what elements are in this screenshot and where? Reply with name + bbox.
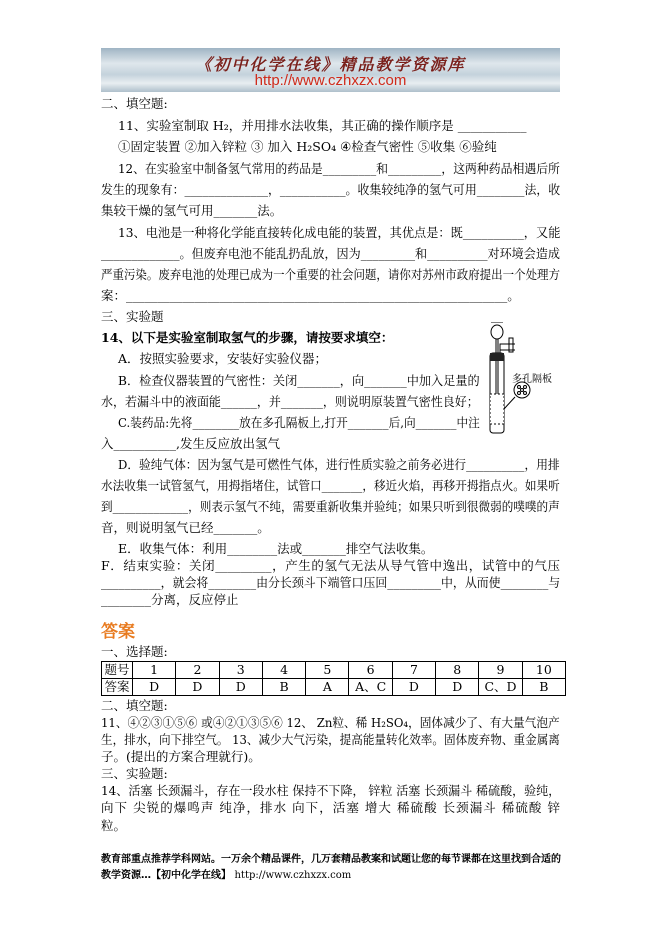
row-label: 题号 (102, 662, 133, 679)
question-13-line: 案：_____________________________________________________________。 (101, 288, 520, 303)
question-13: 13、电池是一种将化学能直接转化成电能的装置，其优点是：既__________，又能 (118, 225, 561, 240)
step-a: A．按照实验要求，安装好实验仪器； (118, 351, 328, 366)
answer-cell: D (176, 679, 219, 696)
banner-url: http://www.czhxzx.com (254, 72, 407, 89)
banner-title: 《初中化学在线》精品教学资源库 (195, 55, 466, 74)
answer-line: 子。(提出的方案合理就行)。 (101, 749, 261, 764)
number-cell: 8 (436, 662, 479, 679)
step-f-line: __________，就会将________由分长颈斗下端管口压回_________中，从而使________与 (101, 575, 561, 590)
section-heading: 二、填空题: (101, 96, 168, 111)
section-heading: 二、填空题: (101, 698, 168, 713)
question-12-line: 发生的现象有：______________，___________。收集较纯净的氢气可用________法，收 (101, 182, 561, 197)
answer-cell: C、D (479, 679, 522, 696)
question-13-line: _____________。但废弃电池不能乱扔乱放，因为_________和__________对环境会造成 (101, 246, 561, 261)
number-cell: 4 (262, 662, 305, 679)
answer-line: 生，排水，向下排空气。 13、减少大气污染，提高能量转化效率。固体废弃物、重金属离 (101, 732, 560, 747)
answer-line: 向下 尖锐的爆鸣声 纯净，排水 向下，活塞 增大 稀硫酸 长颈漏斗 稀硫酸 锌 (101, 800, 560, 815)
table-row (102, 662, 566, 679)
row-label: 答案 (102, 679, 133, 696)
answer-cell: D (392, 679, 435, 696)
answer-cell: D (436, 679, 479, 696)
question-13-line: 严重污染。废弃电池的处理已成为一个重要的社会问题，请你对苏州市政府提出一个处理方 (101, 267, 561, 282)
question-11: 11、实验室制取 H₂，并用排水法收集，其正确的操作顺序是 ___________ (118, 118, 527, 133)
question-12: 12、在实验室中制备氢气常用的药品是_________和_________，这两种药品相遇后所 (118, 161, 560, 176)
answer-line: 11、④②③①⑤⑥ 或④②①③⑤⑥ 12、 Zn粒、稀 H₂SO₄，固体减少了、有大量气泡产 (101, 715, 560, 730)
section-heading: 一、选择题: (101, 644, 168, 659)
step-d: D．验纯气体：因为氢气是可燃性气体，进行性质实验之前务必进行__________，用排 (118, 457, 560, 472)
answers-title: 答案 (101, 622, 135, 642)
step-d-line: 到_____________，则表示氢气不纯，需要重新收集并验纯；如果只听到很微弱的噗噗的声 (101, 499, 560, 514)
answer-line: 14、活塞 长颈漏斗，存在一段水柱 保持不下降， 锌粒 活塞 长颈漏斗 稀硫酸，验纯， (101, 783, 561, 798)
number-cell: 6 (349, 662, 392, 679)
footer-text: 教育部重点推荐学科网站。一万余个精品课件，几万套精品教案和试题让您的每节课都在这里找到合适的 (101, 854, 561, 865)
footer-source: 教学资源…【初中化学在线】 (101, 870, 231, 881)
step-c-line: 入__________,发生反应放出氢气 (101, 436, 280, 451)
step-b-line: 水，若漏斗中的液面能______，并_______，则说明原装置气密性良好； (101, 394, 479, 409)
number-cell: 9 (479, 662, 522, 679)
step-b: B．检查仪器装置的气密性：关闭_______，向_______中加入足量的 (118, 373, 480, 388)
number-cell: 2 (176, 662, 219, 679)
step-d-line: 音，则说明氢气已经_______。 (101, 520, 270, 535)
answer-cell: D (133, 679, 176, 696)
footer-link[interactable]: http://www.czhxzx.com (234, 870, 352, 881)
answer-cell: A、C (349, 679, 392, 696)
answer-table (101, 661, 566, 696)
answer-cell: B (522, 679, 565, 696)
site-banner (101, 48, 560, 92)
number-cell: 3 (219, 662, 262, 679)
question-14: 14、以下是实验室制取氢气的步骤，请按要求填空： (101, 330, 394, 345)
question-11-options: ①固定装置 ②加入锌粒 ③ 加入 H₂SO₄ ④检查气密性 ⑤收集 ⑥验纯 (118, 139, 497, 154)
number-cell: 10 (522, 662, 565, 679)
footer-line2 (101, 869, 566, 883)
section-heading: 三、实验题: (101, 766, 168, 781)
number-cell: 7 (392, 662, 435, 679)
answer-cell: A (306, 679, 349, 696)
table-row (102, 679, 566, 696)
question-12-line: 集较干燥的氢气可用_______法。 (101, 203, 283, 218)
step-f-line: ________分离，反应停止 (101, 592, 239, 607)
apparatus-label: 多孔隔板 (512, 374, 552, 385)
step-e: E．收集气体：利用________法或_______排空气法收集。 (118, 541, 434, 556)
answer-cell: D (219, 679, 262, 696)
section-heading: 三、实验题 (101, 309, 164, 324)
step-d-line: 水法收集一试管氢气，用拇指堵住，试管口_______，移近火焰，再移开拇指点火。如果听 (101, 478, 560, 493)
step-f: F．结束实验：关闭_________，产生的氢气无法从导气管中逸出，试管中的气压 (101, 558, 560, 573)
answer-cell: B (262, 679, 305, 696)
step-c: C.装药品:先将________放在多孔隔板上,打开_______后,向_______中注 (118, 415, 480, 430)
number-cell: 1 (133, 662, 176, 679)
number-cell: 5 (306, 662, 349, 679)
apparatus-diagram (485, 322, 560, 438)
answer-line: 粒。 (101, 818, 127, 833)
